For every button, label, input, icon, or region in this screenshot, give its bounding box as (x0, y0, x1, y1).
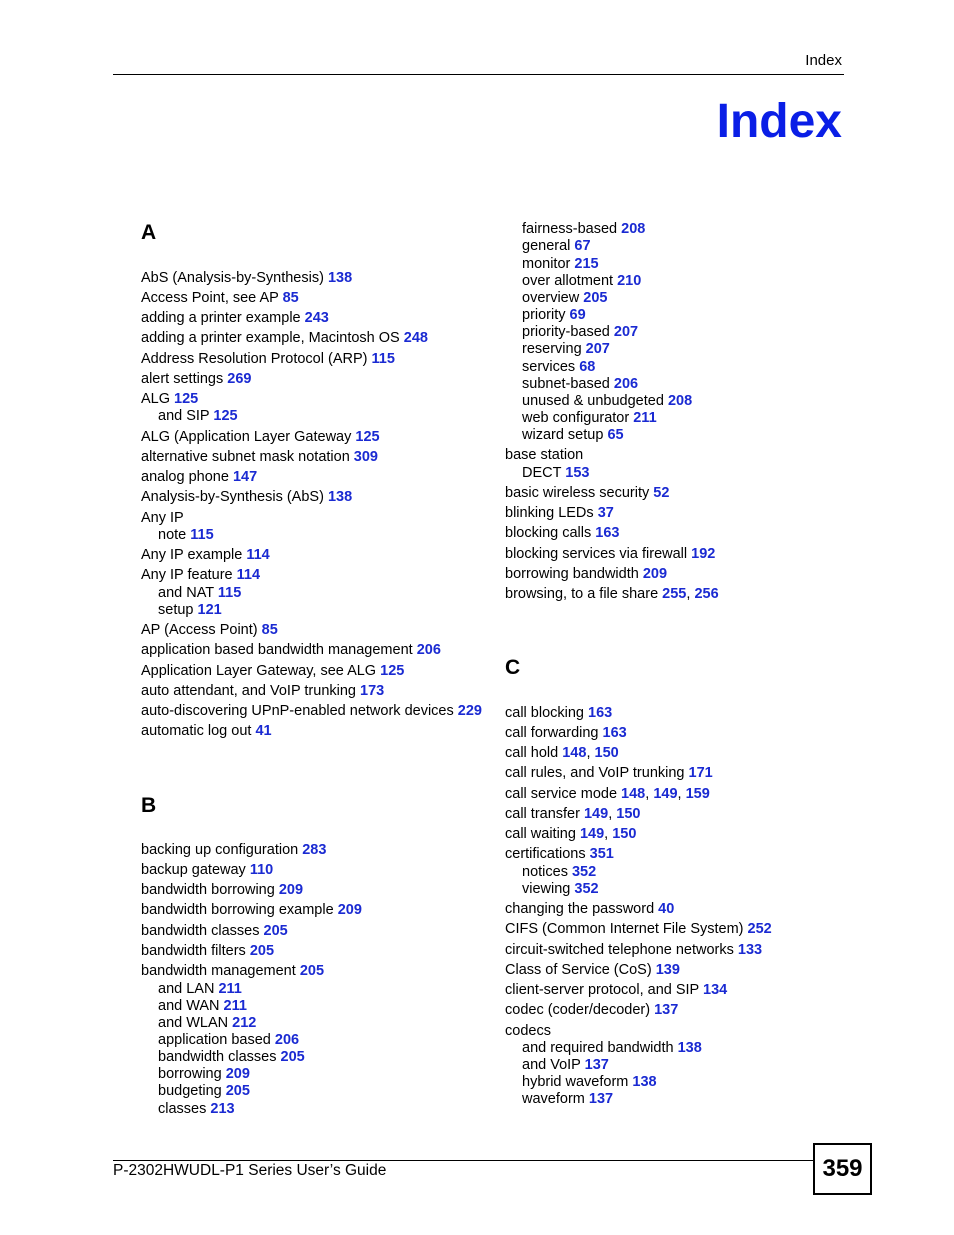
page-reference-link[interactable]: 255 (662, 586, 687, 602)
index-entry (505, 725, 627, 742)
index-subentry (522, 393, 692, 410)
index-entry (141, 642, 441, 659)
index-subentry (522, 864, 596, 881)
page-reference-link[interactable]: 125 (174, 391, 199, 407)
page-reference-link[interactable]: 211 (223, 998, 247, 1014)
index-term: call service mode (505, 786, 618, 802)
page-reference-link[interactable]: 208 (667, 393, 693, 409)
index-entry (141, 842, 326, 859)
index-entry (141, 330, 428, 347)
index-subentry (522, 238, 591, 255)
page-reference-link[interactable]: 215 (574, 256, 599, 272)
page-reference-link[interactable]: 163 (595, 525, 620, 541)
index-term: CIFS (Common Internet File System) (505, 921, 744, 937)
page-reference-link[interactable]: 150 (594, 745, 619, 761)
page-reference-link[interactable]: 52 (653, 485, 670, 501)
index-subentry (158, 585, 241, 602)
page-reference-link[interactable]: 153 (565, 465, 590, 481)
page-reference-link[interactable]: 139 (655, 962, 680, 978)
index-entry (141, 351, 395, 368)
page-reference-link[interactable]: 209 (337, 902, 362, 918)
page-reference-link[interactable]: 205 (263, 923, 288, 939)
page-reference-link[interactable]: 148 (621, 786, 646, 802)
page-number-box (813, 1143, 872, 1195)
index-term: application based (158, 1032, 271, 1048)
index-entry (141, 469, 257, 486)
page-reference-link[interactable]: 114 (236, 567, 261, 583)
page-title: Index (716, 95, 842, 148)
index-term: browsing, to a file share (505, 586, 659, 602)
index-term: fairness-based (522, 221, 618, 237)
page-reference-link[interactable]: 205 (249, 943, 275, 959)
index-subentry (522, 881, 599, 898)
index-term: note (158, 527, 187, 543)
page-reference-link[interactable]: 352 (574, 881, 599, 897)
page-reference-link[interactable]: 125 (213, 408, 238, 424)
index-entry: call transfer 149, 150 (505, 806, 641, 822)
index-term: application based bandwidth management (141, 642, 413, 658)
page-reference-link[interactable]: 150 (612, 826, 637, 842)
index-term: call rules, and VoIP trunking (505, 765, 685, 781)
index-subentry (158, 527, 214, 544)
index-term: general (522, 238, 571, 254)
index-term: Access Point, see AP (141, 290, 279, 306)
page-reference-link[interactable]: 115 (217, 585, 242, 601)
index-term: monitor (522, 256, 571, 272)
index-term: alternative subnet mask notation (141, 449, 350, 465)
index-subentry (158, 602, 222, 619)
page-reference-link[interactable]: 163 (588, 705, 613, 721)
index-term: call transfer (505, 806, 580, 822)
page-reference-link[interactable]: 138 (632, 1074, 657, 1090)
index-subentry (522, 359, 595, 376)
index-term: borrowing (158, 1066, 222, 1082)
page-reference-link[interactable]: 37 (597, 505, 614, 521)
page-reference-link[interactable]: 67 (574, 238, 591, 254)
index-term: bandwidth classes (158, 1049, 277, 1065)
index-term: wizard setup (522, 427, 604, 443)
page-reference-link[interactable]: 68 (579, 359, 596, 375)
page-reference-link[interactable]: 213 (210, 1101, 235, 1117)
page-reference-link[interactable]: 205 (299, 963, 325, 979)
index-entry (505, 485, 669, 502)
page-reference-link[interactable]: 211 (218, 981, 242, 997)
page-reference-link[interactable]: 138 (677, 1040, 702, 1056)
index-term: codecs (505, 1023, 551, 1039)
index-subentry (522, 221, 645, 238)
page-reference-link[interactable]: 163 (602, 725, 627, 741)
index-subentry (522, 376, 638, 393)
page-reference-link[interactable]: 207 (585, 341, 610, 357)
index-entry (141, 963, 324, 980)
index-term: ALG (Application Layer Gateway (141, 429, 352, 445)
page-reference-link[interactable]: 205 (280, 1049, 305, 1065)
index-subentry (522, 465, 589, 482)
page-reference-link[interactable]: 209 (642, 566, 668, 582)
index-entry (505, 765, 713, 782)
index-entry (141, 489, 352, 506)
index-entry (141, 429, 380, 446)
index-term: Class of Service (CoS) (505, 962, 652, 978)
index-entry: call waiting 149, 150 (505, 826, 637, 842)
page-reference-link[interactable]: 206 (613, 376, 639, 392)
index-entry: browsing, to a file share 255, 256 (505, 586, 719, 602)
index-term: alert settings (141, 371, 224, 387)
index-term: analog phone (141, 469, 229, 485)
index-term: and SIP (158, 408, 210, 424)
page-reference-link[interactable]: 256 (694, 586, 719, 602)
index-entry (141, 449, 378, 466)
index-term: blocking calls (505, 525, 592, 541)
index-entry (141, 663, 404, 680)
index-term: borrowing bandwidth (505, 566, 639, 582)
index-entry (141, 622, 278, 639)
index-letter-heading: A (141, 221, 157, 244)
page-reference-link[interactable]: 192 (691, 546, 716, 562)
index-entry (505, 1002, 678, 1019)
index-term: waveform (522, 1091, 585, 1107)
page-reference-link[interactable]: 150 (616, 806, 641, 822)
index-entry (505, 525, 619, 542)
page-reference-link[interactable]: 114 (246, 547, 270, 563)
page-reference-link[interactable]: 149 (653, 786, 678, 802)
page-reference-link[interactable]: 110 (249, 862, 274, 878)
page-reference-link[interactable]: 134 (703, 982, 728, 998)
index-term: bandwidth borrowing (141, 882, 275, 898)
page-reference-link[interactable]: 248 (403, 330, 428, 346)
page-reference-link[interactable]: 125 (380, 663, 405, 679)
index-subentry (522, 256, 599, 273)
index-entry (141, 290, 299, 307)
index-term: Any IP feature (141, 567, 233, 583)
index-entry (505, 705, 612, 722)
page-reference-link[interactable]: 115 (190, 527, 214, 543)
page-reference-link[interactable]: 209 (278, 882, 304, 898)
index-term: and VoIP (522, 1057, 581, 1073)
index-term: reserving (522, 341, 582, 357)
index-term: overview (522, 290, 580, 306)
index-term: bandwidth management (141, 963, 296, 979)
index-entry: call hold 148, 150 (505, 745, 619, 761)
index-term: and LAN (158, 981, 215, 997)
index-subentry (522, 410, 657, 427)
index-term: setup (158, 602, 194, 618)
index-subentry (522, 1074, 657, 1091)
index-entry (505, 942, 762, 959)
page-reference-link[interactable]: 205 (225, 1083, 250, 1099)
index-letter-heading: C (505, 656, 521, 679)
index-term: and WLAN (158, 1015, 229, 1031)
index-term: web configurator (522, 410, 630, 426)
index-term: AbS (Analysis-by-Synthesis) (141, 270, 324, 286)
page-reference-link[interactable]: 65 (607, 427, 624, 443)
index-term: call hold (505, 745, 559, 761)
page-reference-link[interactable]: 229 (457, 703, 482, 719)
index-term: Analysis-by-Synthesis (AbS) (141, 489, 324, 505)
index-entry (141, 310, 329, 327)
index-term: over allotment (522, 273, 614, 289)
index-subentry (522, 290, 607, 307)
index-subentry (522, 341, 610, 358)
page-reference-link[interactable]: 40 (658, 901, 675, 917)
index-entry (141, 683, 384, 700)
page-reference-link[interactable]: 243 (304, 310, 329, 326)
page-reference-link[interactable]: 206 (274, 1032, 300, 1048)
index-term: priority-based (522, 324, 610, 340)
index-term: Any IP (141, 510, 184, 526)
page-reference-link[interactable]: 173 (360, 683, 385, 699)
index-term: Any IP example (141, 547, 243, 563)
index-subentry (522, 1057, 609, 1074)
page-reference-link[interactable]: 269 (227, 371, 252, 387)
index-subentry (522, 427, 624, 444)
index-term: call blocking (505, 705, 584, 721)
index-subentry (522, 307, 586, 324)
page-reference-link[interactable]: 352 (571, 864, 597, 880)
page-reference-link[interactable]: 138 (327, 270, 353, 286)
index-entry (141, 703, 482, 720)
index-term: circuit-switched telephone networks (505, 942, 734, 958)
index-term: subnet-based (522, 376, 610, 392)
index-term: viewing (522, 881, 571, 897)
index-term: automatic log out (141, 723, 252, 739)
index-term: and required bandwidth (522, 1040, 674, 1056)
running-header: Index (805, 52, 842, 69)
index-entry (141, 882, 303, 899)
index-term: certifications (505, 846, 586, 862)
page-reference-link[interactable]: 121 (197, 602, 222, 618)
index-subentry (158, 998, 247, 1015)
page-reference-link[interactable]: 149 (579, 826, 605, 842)
page-reference-link[interactable]: 171 (688, 765, 713, 781)
index-term: client-server protocol, and SIP (505, 982, 699, 998)
footer-guide-title: P-2302HWUDL-P1 Series User’s Guide (113, 1162, 387, 1179)
index-entry (505, 505, 614, 522)
index-term: bandwidth borrowing example (141, 902, 334, 918)
index-entry (141, 923, 288, 940)
index-entry (141, 567, 260, 584)
page-reference-link[interactable]: 137 (584, 1057, 609, 1073)
page-reference-link[interactable]: 85 (261, 622, 278, 638)
index-term: blinking LEDs (505, 505, 594, 521)
index-subentry (158, 1083, 250, 1100)
page-reference-link[interactable]: 351 (589, 846, 614, 862)
index-term: notices (522, 864, 568, 880)
index-letter-heading: B (141, 794, 157, 817)
index-term: bandwidth classes (141, 923, 260, 939)
page-reference-link[interactable]: 125 (355, 429, 380, 445)
index-term: classes (158, 1101, 207, 1117)
index-term: call waiting (505, 826, 576, 842)
index-subentry (158, 408, 238, 425)
index-term: Address Resolution Protocol (ARP) (141, 351, 368, 367)
index-entry (141, 547, 270, 564)
index-term: call forwarding (505, 725, 599, 741)
index-entry (141, 270, 352, 287)
page-reference-link[interactable]: 149 (583, 806, 609, 822)
index-entry (505, 921, 772, 938)
index-entry (505, 546, 715, 563)
index-entry (505, 982, 727, 999)
page-reference-link[interactable]: 309 (353, 449, 378, 465)
page-reference-link[interactable]: 133 (737, 942, 763, 958)
index-entry (141, 902, 362, 919)
index-subentry (158, 1032, 299, 1049)
index-term: backup gateway (141, 862, 246, 878)
page-reference-link[interactable]: 148 (562, 745, 587, 761)
index-entry: call service mode 148, 149, 159 (505, 786, 710, 802)
page-reference-link[interactable]: 211 (633, 410, 657, 426)
index-term: hybrid waveform (522, 1074, 629, 1090)
index-entry (141, 371, 251, 388)
index-subentry (522, 324, 638, 341)
index-term: auto-discovering UPnP-enabled network devices (141, 703, 454, 719)
index-entry (141, 943, 274, 960)
index-entry (505, 566, 667, 583)
page-reference-link[interactable]: 137 (654, 1002, 679, 1018)
index-term: priority (522, 307, 566, 323)
index-entry (505, 447, 583, 464)
header-rule (113, 74, 844, 75)
page-reference-link[interactable]: 209 (225, 1066, 250, 1082)
index-term: DECT (522, 465, 562, 481)
index-term: services (522, 359, 576, 375)
index-entry (505, 1023, 551, 1040)
page-number: 359 (822, 1155, 863, 1182)
index-term: bandwidth filters (141, 943, 246, 959)
index-entry (505, 901, 674, 918)
page-reference-link[interactable]: 69 (569, 307, 586, 323)
page-reference-link[interactable]: 205 (583, 290, 608, 306)
page-reference-link[interactable]: 252 (747, 921, 772, 937)
page-reference-link[interactable]: 115 (371, 351, 395, 367)
index-entry (141, 510, 184, 527)
page-reference-link[interactable]: 206 (416, 642, 441, 658)
index-subentry (158, 1066, 250, 1083)
index-term: unused & unbudgeted (522, 393, 664, 409)
index-subentry (522, 1040, 702, 1057)
page-reference-link[interactable]: 212 (232, 1015, 257, 1031)
index-term: codec (coder/decoder) (505, 1002, 651, 1018)
index-entry (141, 862, 273, 879)
page-reference-link[interactable]: 210 (617, 273, 642, 289)
index-term: backing up configuration (141, 842, 299, 858)
index-term: ALG (141, 391, 171, 407)
index-term: basic wireless security (505, 485, 650, 501)
page-reference-link[interactable]: 147 (232, 469, 258, 485)
index-term: and NAT (158, 585, 214, 601)
index-term: blocking services via firewall (505, 546, 688, 562)
footer-rule (113, 1160, 813, 1161)
page-reference-link[interactable]: 159 (685, 786, 710, 802)
index-term: base station (505, 447, 584, 463)
index-term: adding a printer example, Macintosh OS (141, 330, 400, 346)
index-subentry (158, 1015, 256, 1032)
page-reference-link[interactable]: 138 (327, 489, 353, 505)
index-term: adding a printer example (141, 310, 301, 326)
page-reference-link[interactable]: 85 (282, 290, 299, 306)
index-subentry (522, 1091, 613, 1108)
page-reference-link[interactable]: 208 (621, 221, 646, 237)
page-reference-link[interactable]: 41 (255, 723, 272, 739)
index-term: and WAN (158, 998, 220, 1014)
page-reference-link[interactable]: 283 (302, 842, 327, 858)
index-term: budgeting (158, 1083, 222, 1099)
index-entry (505, 846, 614, 863)
page-reference-link[interactable]: 207 (613, 324, 639, 340)
index-term: Application Layer Gateway, see ALG (141, 663, 377, 679)
index-term: auto attendant, and VoIP trunking (141, 683, 356, 699)
index-term: changing the password (505, 901, 655, 917)
index-entry (505, 962, 680, 979)
index-subentry (158, 1101, 235, 1118)
index-subentry (522, 273, 641, 290)
index-term: AP (Access Point) (141, 622, 258, 638)
page-reference-link[interactable]: 137 (588, 1091, 614, 1107)
index-subentry (158, 981, 242, 998)
index-subentry (158, 1049, 305, 1066)
index-entry (141, 391, 198, 408)
index-entry (141, 723, 272, 740)
